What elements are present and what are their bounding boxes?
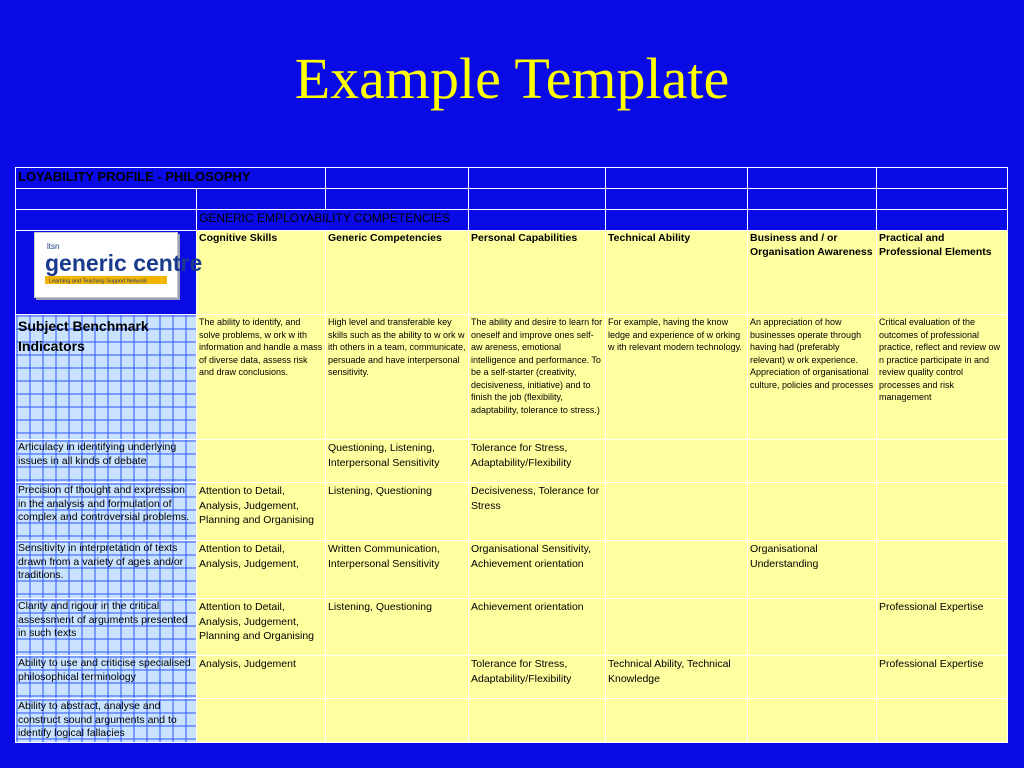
table-cell[interactable] [748, 699, 877, 743]
table-cell[interactable]: Organisational Sensitivity, Achievement orientation [469, 541, 606, 599]
table-cell[interactable] [877, 483, 1008, 541]
table-cell[interactable]: Organisational Understanding [748, 541, 877, 599]
slide-title: Example Template [294, 46, 730, 111]
empty-cell[interactable] [16, 189, 197, 210]
indicators-label[interactable]: Subject Benchmark Indicators [16, 315, 197, 440]
column-header-generic-competencies[interactable]: Generic Competencies [326, 231, 469, 315]
table-cell[interactable] [877, 440, 1008, 483]
table-cell[interactable]: Questioning, Listening, Interpersonal Sensitivity [326, 440, 469, 483]
table-cell[interactable] [748, 656, 877, 699]
description-practical-professional[interactable]: Critical evaluation of the outcomes of professional practice, reflect and review ow n practice participate in and review quality control processes and risk management [877, 315, 1008, 440]
table-cell[interactable] [606, 483, 748, 541]
table-row [16, 483, 1008, 541]
table-cell[interactable]: Technical Ability, Technical Knowledge [606, 656, 748, 699]
table-cell[interactable]: Analysis, Judgement [197, 656, 326, 699]
table-cell[interactable] [748, 483, 877, 541]
table-row [16, 699, 1008, 743]
table-cell[interactable]: Attention to Detail, Analysis, Judgement, Planning and Organising [197, 599, 326, 656]
column-header-technical-ability[interactable]: Technical Ability [606, 231, 748, 315]
empty-cell[interactable] [197, 189, 326, 210]
description-technical-ability[interactable]: For example, having the know ledge and experience of w orking w ith relevant modern technology. [606, 315, 748, 440]
empty-cell[interactable] [748, 168, 877, 189]
table-row [16, 440, 1008, 483]
table-cell[interactable] [877, 541, 1008, 599]
empty-cell[interactable] [326, 168, 469, 189]
table-cell[interactable] [606, 599, 748, 656]
competencies-label-cell[interactable] [197, 210, 469, 231]
svg-text:generic centre: generic centre [45, 250, 203, 276]
table-cell[interactable]: Attention to Detail, Analysis, Judgement, Planning and Organising [197, 483, 326, 541]
empty-cell[interactable] [877, 210, 1008, 231]
indicator-cell[interactable]: Precision of thought and expression in the analysis and formulation of complex and controversial problems. [16, 483, 197, 541]
description-generic-competencies[interactable]: High level and transferable key skills such as the ability to w ork w ith others in a team, communicate, persuade and have interpersonal sensitivity. [326, 315, 469, 440]
spreadsheet [15, 167, 1007, 741]
table-cell[interactable]: Tolerance for Stress, Adaptability/Flexibility [469, 656, 606, 699]
description-cognitive-skills[interactable]: The ability to identify, and solve problems, w ork w ith information and handle a mass of diverse data, assess risk and draw conclusions. [197, 315, 326, 440]
generic-centre-logo [34, 232, 203, 298]
table-cell[interactable] [606, 541, 748, 599]
employability-profile-table [15, 167, 1008, 743]
column-header-practical-professional[interactable]: Practical and Professional Elements [877, 231, 1008, 315]
description-business-awareness[interactable]: An appreciation of how businesses operate through having had (preferably relevant) w ork experience. Appreciation of organisational culture, policies and processes [748, 315, 877, 440]
table-cell[interactable]: Professional Expertise [877, 656, 1008, 699]
logo-cell [16, 231, 203, 315]
table-cell[interactable]: Attention to Detail, Analysis, Judgement, [197, 541, 326, 599]
competencies-label: GENERIC EMPLOYABILITY COMPETENCIES [199, 211, 450, 225]
indicator-cell[interactable]: Sensitivity in interpretation of texts drawn from a variety of ages and/or traditions. [16, 541, 197, 599]
table-cell[interactable] [326, 699, 469, 743]
table-cell[interactable]: Listening, Questioning [326, 599, 469, 656]
table-cell[interactable] [469, 699, 606, 743]
profile-title: LOYABILITY PROFILE - PHILOSOPHY [18, 169, 251, 184]
column-header-cognitive-skills[interactable]: Cognitive Skills [197, 231, 326, 315]
profile-title-cell[interactable] [16, 168, 326, 189]
table-row [16, 541, 1008, 599]
table-cell[interactable]: Tolerance for Stress, Adaptability/Flexibility [469, 440, 606, 483]
table-cell[interactable] [197, 440, 326, 483]
indicator-cell[interactable]: Ability to abstract, analyse and construct sound arguments and to identify logical fallacies [16, 699, 197, 743]
generic-centre-logo-icon [41, 237, 203, 293]
indicator-cell[interactable]: Clarity and rigour in the critical assessment of arguments presented in such texts [16, 599, 197, 656]
table-cell[interactable] [326, 656, 469, 699]
empty-cell[interactable] [877, 189, 1008, 210]
empty-cell[interactable] [469, 189, 606, 210]
empty-cell[interactable] [469, 168, 606, 189]
empty-cell[interactable] [748, 210, 877, 231]
table-cell[interactable]: Written Communication, Interpersonal Sensitivity [326, 541, 469, 599]
empty-cell[interactable] [469, 210, 606, 231]
column-header-personal-capabilities[interactable]: Personal Capabilities [469, 231, 606, 315]
table-cell[interactable]: Professional Expertise [877, 599, 1008, 656]
description-personal-capabilities[interactable]: The ability and desire to learn for oneself and improve ones self-aw areness, emotional intelligence and performance. To be a self-starter (creativity, decisiveness, initiative) and to finish the job (flexibility, adaptability, tolerance to stress.) [469, 315, 606, 440]
table-cell[interactable] [877, 699, 1008, 743]
empty-cell[interactable] [877, 168, 1008, 189]
empty-cell[interactable] [606, 189, 748, 210]
empty-cell[interactable] [326, 189, 469, 210]
column-header-business-awareness[interactable]: Business and / or Organisation Awareness [748, 231, 877, 315]
indicator-cell[interactable]: Articulacy in identifying underlying issues in all kinds of debate [16, 440, 197, 483]
table-row [16, 599, 1008, 656]
empty-cell[interactable] [748, 189, 877, 210]
empty-cell[interactable] [606, 210, 748, 231]
table-cell[interactable] [606, 699, 748, 743]
table-cell[interactable]: Listening, Questioning [326, 483, 469, 541]
svg-text:Learning and Teaching Support: Learning and Teaching Support Network [49, 278, 148, 285]
table-cell[interactable] [606, 440, 748, 483]
empty-cell[interactable] [606, 168, 748, 189]
table-cell[interactable]: Achievement orientation [469, 599, 606, 656]
indicator-cell[interactable]: Ability to use and criticise specialised philosophical terminology [16, 656, 197, 699]
empty-cell[interactable] [16, 210, 197, 231]
table-cell[interactable] [197, 699, 326, 743]
table-cell[interactable] [748, 440, 877, 483]
table-cell[interactable] [748, 599, 877, 656]
table-cell[interactable]: Decisiveness, Tolerance for Stress [469, 483, 606, 541]
table-row [16, 656, 1008, 699]
svg-text:ltsn: ltsn [47, 242, 60, 251]
